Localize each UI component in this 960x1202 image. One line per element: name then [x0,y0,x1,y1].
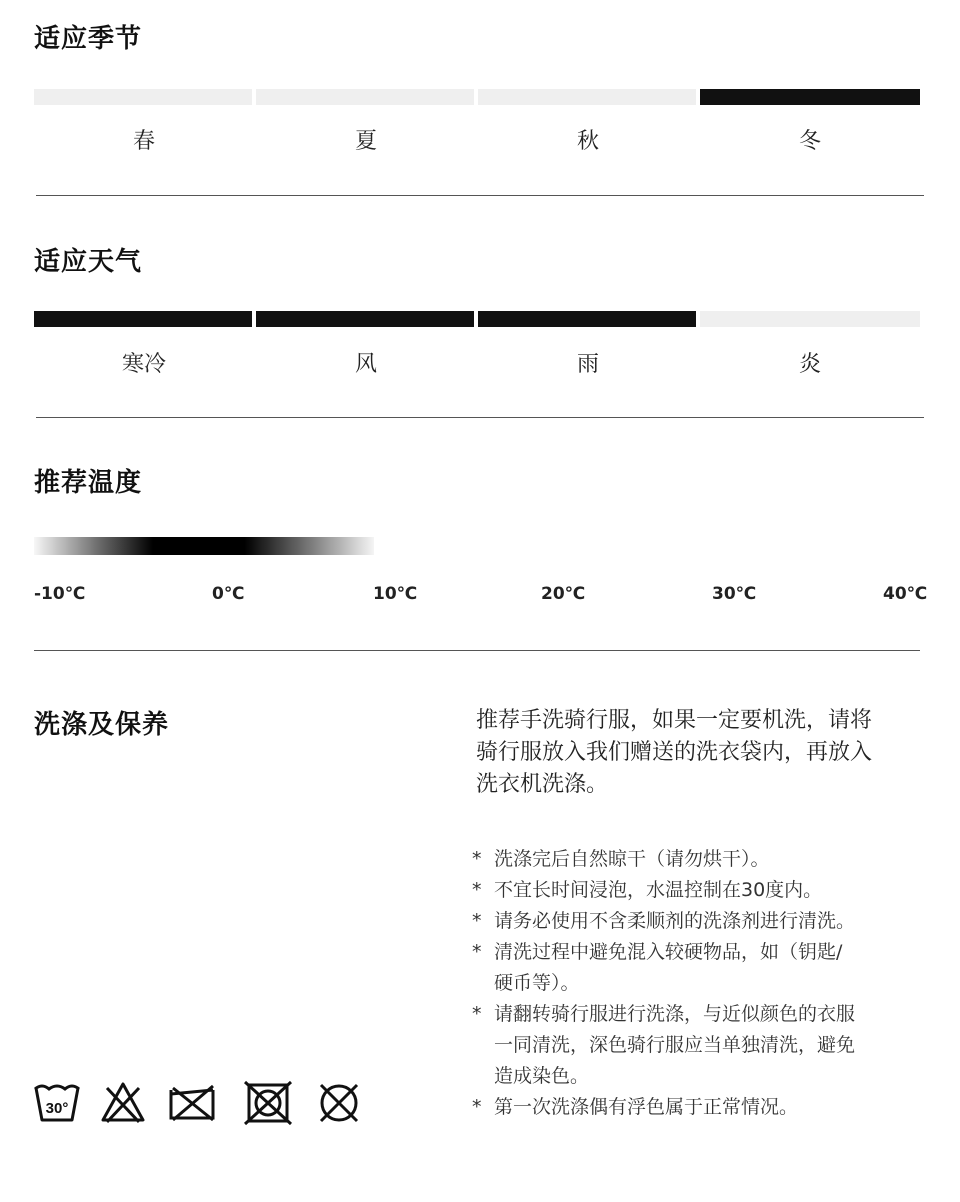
care-intro-line: 骑行服放入我们赠送的洗衣袋内，再放入 [476,740,873,765]
season-bar-autumn [478,89,696,105]
temp-tick-30: 30℃ [712,584,757,604]
wash-30-icon [32,1080,82,1126]
care-note [472,875,942,906]
no-dry-clean-icon [314,1080,364,1126]
bullet-star: * [472,1096,482,1118]
care-intro-line: 洗衣机洗涤。 [476,772,609,797]
temp-tick-0: 0℃ [212,584,245,604]
no-iron-icon [167,1080,217,1126]
care-note-line: 造成染色。 [494,1065,590,1087]
temperature-title: 推荐温度 [34,468,143,498]
season-title: 适应季节 [34,24,143,54]
season-label-winter: 冬 [798,129,821,154]
weather-label-wind: 风 [354,352,377,377]
season-label-summer: 夏 [354,129,377,154]
care-note-line: 第一次洗涤偶有浮色属于正常情况。 [494,1096,799,1118]
bullet-star: * [472,879,482,901]
weather-label-hot: 炎 [798,352,821,377]
season-label-autumn: 秋 [576,129,599,154]
care-intro [476,705,936,801]
care-note-line: 一同清洗，深色骑行服应当单独清洗，避免 [494,1034,856,1056]
season-bar-spring [34,89,252,105]
temp-tick-40: 40℃ [883,584,928,604]
season-bar-winter [700,89,920,105]
temp-tick-20: 20℃ [541,584,586,604]
bullet-star: * [472,1003,482,1025]
care-note [472,844,942,875]
care-note [472,1092,942,1123]
weather-bar-cold [34,311,252,327]
bullet-star: * [472,941,482,963]
bullet-star: * [472,848,482,870]
care-note [472,999,942,1092]
care-note-line: 洗涤完后自然晾干（请勿烘干）。 [494,848,770,870]
temp-tick-minus10: -10℃ [34,584,86,604]
bullet-star: * [472,910,482,932]
care-intro-line: 推荐手洗骑行服，如果一定要机洗，请将 [476,708,873,733]
season-bar-summer [256,89,474,105]
weather-label-rain: 雨 [576,352,599,377]
weather-bar-wind [256,311,474,327]
weather-bar-hot [700,311,920,327]
care-title: 洗涤及保养 [34,710,170,740]
weather-label-cold: 寒冷 [121,352,166,377]
no-tumble-dry-icon [243,1080,293,1126]
weather-title: 适应天气 [34,247,143,277]
care-note-line: 请翻转骑行服进行洗涤，与近似颜色的衣服 [494,1003,856,1025]
care-notes [472,844,942,1123]
care-note-line: 请务必使用不含柔顺剂的洗涤剂进行清洗。 [494,910,856,932]
weather-bar-rain [478,311,696,327]
temp-tick-10: 10℃ [373,584,418,604]
wash-temp-text: 30° [45,1100,69,1117]
weather-divider [36,417,924,418]
care-note [472,937,942,999]
care-note-line: 硬币等）。 [494,972,580,994]
care-note-line: 不宜长时间浸泡，水温控制在30度内。 [494,879,823,901]
no-bleach-icon [98,1080,148,1126]
season-label-spring: 春 [132,129,155,154]
temperature-divider [34,650,920,651]
temperature-gradient-bar [34,537,374,555]
care-note [472,906,942,937]
care-note-line: 清洗过程中避免混入较硬物品，如（钥匙/ [494,941,843,963]
season-divider [36,195,924,196]
